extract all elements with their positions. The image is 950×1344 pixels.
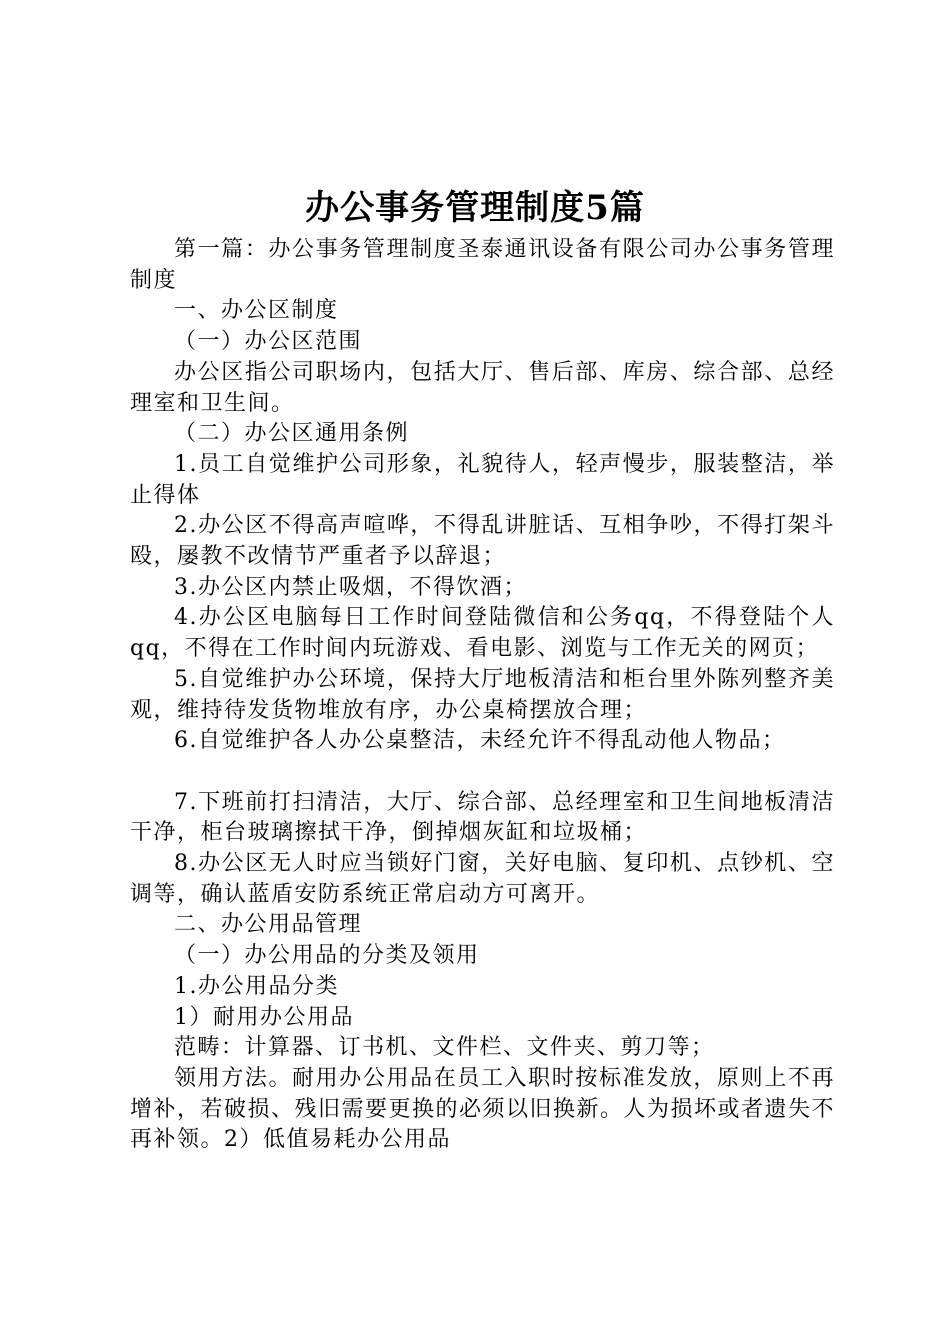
paragraph-rule-1: 1.员工自觉维护公司形象，礼貌待人，轻声慢步，服装整洁，举止得体 [130, 451, 835, 508]
paragraph-office-area-scope: 办公区指公司职场内，包括大厅、售后部、库房、综合部、总经理室和卫生间。 [130, 359, 835, 416]
paragraph-rule-3: 3.办公区内禁止吸烟，不得饮酒； [174, 574, 527, 600]
paragraph-rule-8: 8.办公区无人时应当锁好门窗，关好电脑、复印机、点钞机、空调等，确认蓝盾安防系统正常启动方可离开。 [130, 851, 835, 907]
paragraph-subsection-1-1-heading: （一）办公区范围 [174, 329, 363, 355]
blank-line [130, 757, 835, 788]
document-title: 办公事务管理制度5篇 [305, 188, 645, 228]
paragraph-rule-4: 4.办公区电脑每日工作时间登陆微信和公务qq，不得登陆个人qq，不得在工作时间内玩游戏、看电影、浏览与工作无关的网页； [130, 605, 835, 662]
paragraph-subsection-1-2-heading: （二）办公区通用条例 [174, 421, 410, 447]
paragraph-rule-2: 2.办公区不得高声喧哗，不得乱讲脏话、互相争吵，不得打架斗殴，屡教不改情节严重者予以辞退； [130, 513, 835, 570]
paragraph-rule-7: 7.下班前打扫清洁，大厅、综合部、总经理室和卫生间地板清洁干净，柜台玻璃擦拭干净，倒掉烟灰缸和垃圾桶； [130, 789, 835, 846]
paragraph-durable-supplies: 1）耐用办公用品 [174, 1004, 354, 1030]
paragraph-claim-method: 领用方法。耐用办公用品在员工入职时按标准发放，原则上不再增补，若破损、残旧需要更换的必须以旧换新。人为损坏或者遗失不再补领。2）低值易耗办公用品 [130, 1065, 836, 1153]
paragraph-rule-5: 5.自觉维护办公环境，保持大厅地板清洁和柜台里外陈列整齐美观，维持待发货物堆放有序，办公桌椅摆放合理； [130, 666, 835, 723]
paragraph-section-2-heading: 二、办公用品管理 [174, 912, 363, 938]
paragraph-chapter-heading: 第一篇：办公事务管理制度圣泰通讯设备有限公司办公事务管理制度 [130, 237, 835, 293]
paragraph-supplies-classification: 1.办公用品分类 [174, 973, 339, 999]
paragraph-durable-scope: 范畴：计算器、订书机、文件栏、文件夹、剪刀等； [174, 1035, 715, 1061]
paragraph-rule-6: 6.自觉维护各人办公桌整洁，未经允许不得乱动他人物品； [174, 728, 786, 754]
paragraph-subsection-2-1-heading: （一）办公用品的分类及领用 [174, 943, 480, 969]
document-body [130, 235, 835, 1156]
paragraph-section-1-heading: 一、办公区制度 [174, 298, 339, 324]
